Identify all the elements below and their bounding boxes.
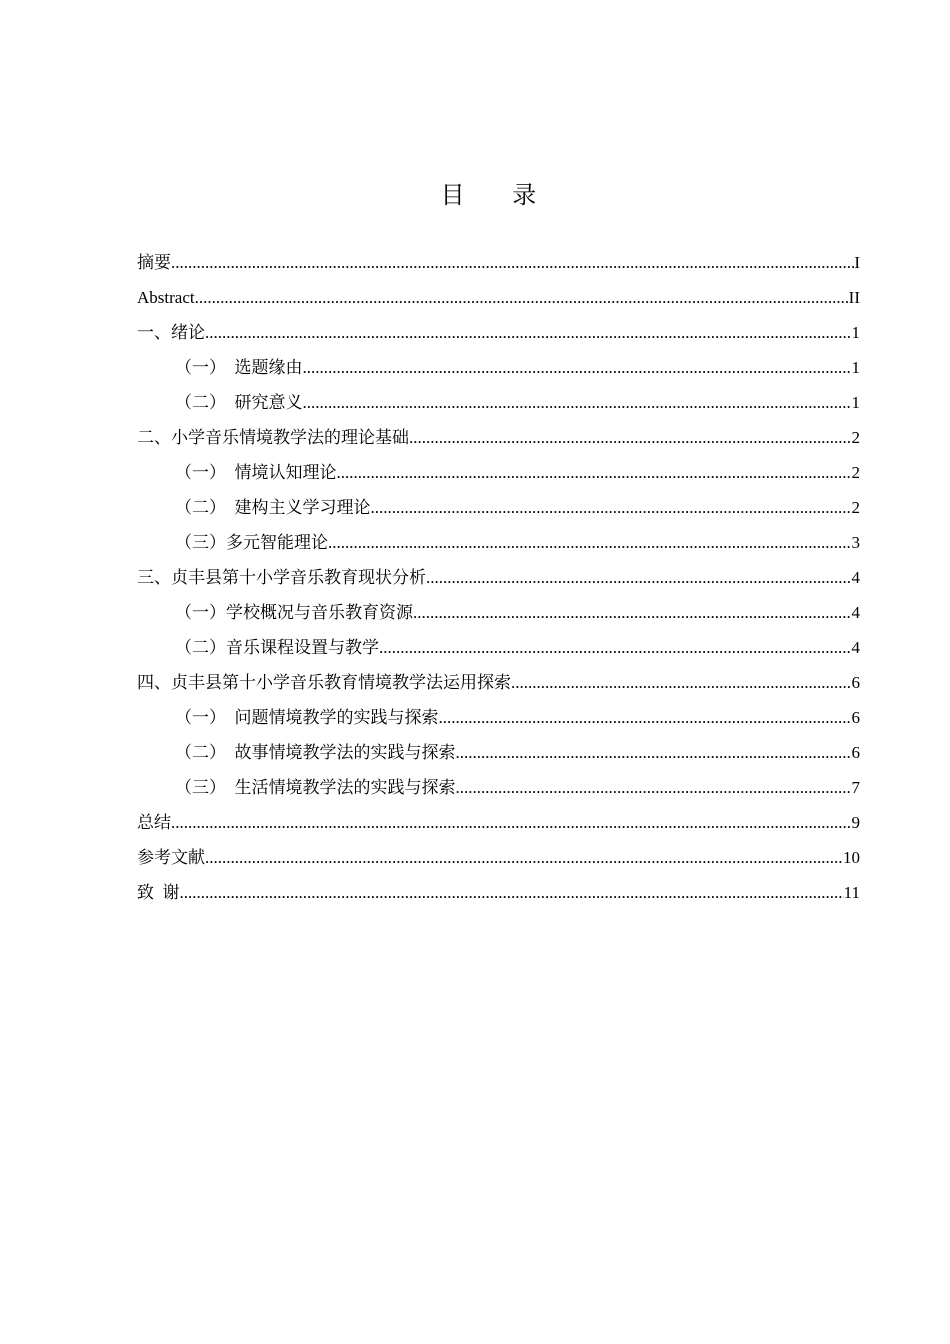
toc-entry-page: 6 <box>851 673 860 692</box>
toc-entry-label: （二）音乐课程设置与教学 <box>175 638 379 657</box>
toc-leader-dots <box>409 425 852 451</box>
toc-entry-label: （三） 生活情境教学法的实践与探索 <box>175 778 456 797</box>
toc-leader-dots <box>303 355 852 381</box>
toc-entry-label: 摘要 <box>137 253 171 272</box>
toc-entry[interactable] <box>137 495 860 530</box>
toc-entry[interactable] <box>137 530 860 565</box>
toc-entry-page: II <box>848 288 860 307</box>
toc-entry[interactable] <box>137 425 860 460</box>
toc-entry-page: 4 <box>851 603 860 622</box>
toc-entry-label: （一） 选题缘由 <box>175 358 303 377</box>
toc-entry[interactable] <box>137 355 860 390</box>
toc-leader-dots <box>371 495 852 521</box>
toc-entry-label: 四、贞丰县第十小学音乐教育情境教学法运用探索 <box>137 673 511 692</box>
toc-entry-label: 二、小学音乐情境教学法的理论基础 <box>137 428 409 447</box>
toc-leader-dots <box>180 880 844 906</box>
toc-entry[interactable] <box>137 460 860 495</box>
toc-entry[interactable] <box>137 285 860 320</box>
toc-entry[interactable] <box>137 845 860 880</box>
toc-leader-dots <box>195 285 849 311</box>
toc-entry[interactable] <box>137 600 860 635</box>
toc-entry-page: 11 <box>843 883 860 902</box>
toc-entry[interactable] <box>137 775 860 810</box>
toc-leader-dots <box>379 635 852 661</box>
toc-entry[interactable] <box>137 880 860 915</box>
toc-leader-dots <box>171 810 852 836</box>
toc-entry-label: （一） 问题情境教学的实践与探索 <box>175 708 439 727</box>
toc-leader-dots <box>205 845 843 871</box>
toc-entry-page: 1 <box>851 358 860 377</box>
toc-entry-page: 7 <box>851 778 860 797</box>
toc-leader-dots <box>439 705 852 731</box>
toc-leader-dots <box>426 565 852 591</box>
toc-entry-label: （二） 故事情境教学法的实践与探索 <box>175 743 456 762</box>
toc-entry[interactable] <box>137 740 860 775</box>
toc-entry-page: I <box>854 253 860 272</box>
toc-entry-page: 4 <box>851 568 860 587</box>
toc-entry-label: Abstract <box>137 288 195 307</box>
toc-entry[interactable] <box>137 565 860 600</box>
toc-entry-label: 致 谢 <box>137 883 180 902</box>
toc-leader-dots <box>337 460 852 486</box>
toc-entry[interactable] <box>137 390 860 425</box>
toc-entry-label: （二） 研究意义 <box>175 393 303 412</box>
toc-leader-dots <box>205 320 852 346</box>
toc-entry-page: 6 <box>851 708 860 727</box>
toc-entry[interactable] <box>137 320 860 355</box>
toc-entry-label: （二） 建构主义学习理论 <box>175 498 371 517</box>
toc-entry-label: （三）多元智能理论 <box>175 533 328 552</box>
toc-entry-page: 2 <box>851 498 860 517</box>
toc-entry[interactable] <box>137 670 860 705</box>
toc-entry-page: 2 <box>851 428 860 447</box>
toc-entry-page: 1 <box>851 323 860 342</box>
toc-entry-page: 10 <box>843 848 860 867</box>
toc-leader-dots <box>328 530 852 556</box>
toc-entry-label: 总结 <box>137 813 171 832</box>
toc-entry-label: （一） 情境认知理论 <box>175 463 337 482</box>
toc-leader-dots <box>456 775 852 801</box>
toc-entry[interactable] <box>137 250 860 285</box>
toc-entry-page: 9 <box>851 813 860 832</box>
toc-entry-page: 2 <box>851 463 860 482</box>
toc-leader-dots <box>413 600 852 626</box>
toc-entry[interactable] <box>137 810 860 845</box>
toc-leader-dots <box>303 390 852 416</box>
toc-entry[interactable] <box>137 635 860 670</box>
toc-entry-label: 参考文献 <box>137 848 205 867</box>
toc-entry-page: 4 <box>851 638 860 657</box>
toc-entry-page: 3 <box>851 533 860 552</box>
table-of-contents <box>137 250 860 915</box>
toc-entry-page: 6 <box>851 743 860 762</box>
toc-entry-page: 1 <box>851 393 860 412</box>
toc-leader-dots <box>171 250 854 276</box>
toc-leader-dots <box>511 670 852 696</box>
toc-entry-label: 一、绪论 <box>137 323 205 342</box>
toc-entry-label: 三、贞丰县第十小学音乐教育现状分析 <box>137 568 426 587</box>
toc-entry[interactable] <box>137 705 860 740</box>
toc-leader-dots <box>456 740 852 766</box>
toc-entry-label: （一）学校概况与音乐教育资源 <box>175 603 413 622</box>
page-title: 目 录 <box>440 181 557 209</box>
